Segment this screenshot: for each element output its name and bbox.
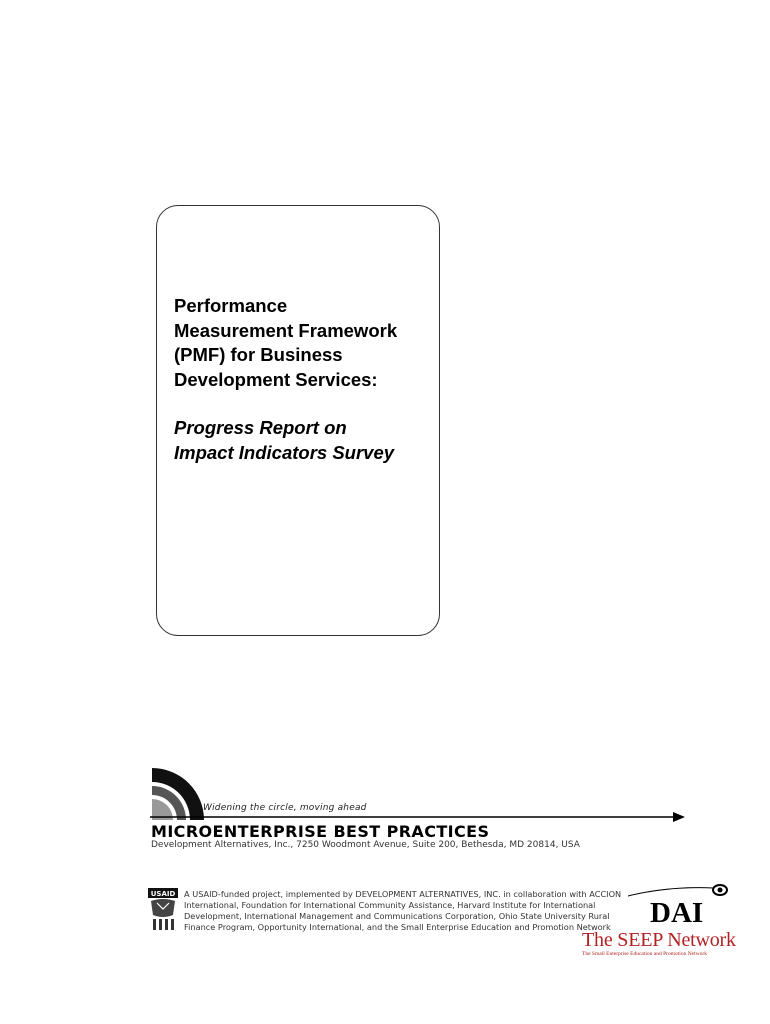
mbp-tagline: Widening the circle, moving ahead: [203, 803, 367, 813]
cover-title-box: [156, 205, 440, 636]
report-title: Performance Measurement Framework (PMF) for Business Development Services:: [174, 295, 398, 390]
report-subtitle: Progress Report on Impact Indicators Survey: [174, 417, 395, 463]
seep-network-subtitle: The Small Enterprise Education and Promotion Network: [582, 951, 707, 957]
dai-logo: [628, 882, 740, 926]
seep-network-name: The SEEP Network: [582, 929, 736, 951]
usaid-seal-icon: [148, 888, 178, 932]
mbp-title: MICROENTERPRISE BEST PRACTICES: [151, 822, 490, 841]
dai-name: DAI: [650, 897, 704, 926]
mbp-address: Development Alternatives, Inc., 7250 Woodmont Avenue, Suite 200, Bethesda, MD 20814, USA: [151, 840, 580, 850]
credit-text: A USAID-funded project, implemented by DEVELOPMENT ALTERNATIVES, INC. in collaboration with ACCION International, Foundation for International Community Assistance, Harvard Institute for International Development, International Management and Communications Corporation, Ohio State University Rural Finance Program, Opportunity International, and the Small Enterprise Education and Promotion Network: [184, 889, 622, 932]
usaid-label: USAID: [150, 890, 176, 898]
